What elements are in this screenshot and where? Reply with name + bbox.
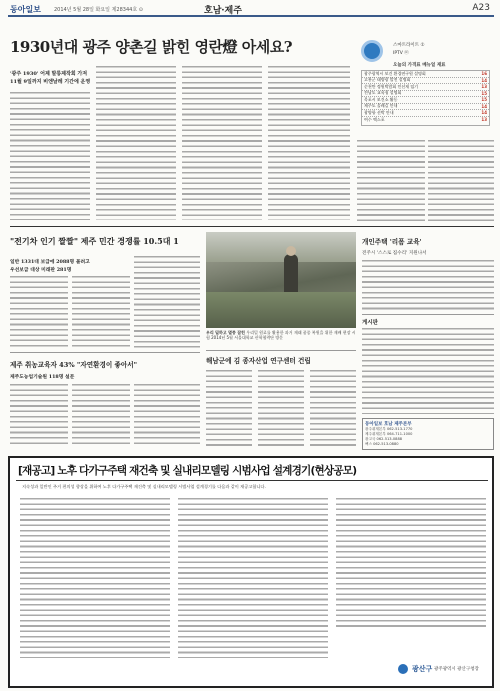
menu-row: 전남도 교육청 설명회 15 — [364, 90, 487, 96]
ad-footer: 광주광역시 광산구청장 — [434, 667, 479, 672]
photo-person — [284, 254, 298, 294]
divider — [362, 314, 494, 315]
newspaper-logo: 동아일보 — [10, 4, 41, 14]
divider — [10, 352, 200, 353]
sidebar-menu-table — [361, 70, 490, 126]
story2-deck-2: 우선보급 대상 미래판 281명 — [10, 267, 72, 273]
top-story-body-col-3 — [182, 66, 262, 220]
notice-body — [362, 328, 494, 414]
right-col-body-top-2 — [428, 140, 494, 222]
section-title: 호남·제주 — [204, 6, 242, 16]
photo-story-headline: 해남군에 김 종자산업 연구센터 건립 — [206, 357, 311, 365]
story2-body-col-3 — [134, 256, 200, 348]
issue-date: 2014년 5월 28일 화요일 제28344호 ⊙ — [54, 7, 143, 13]
photo-hills — [206, 232, 356, 262]
column-body — [362, 260, 494, 310]
column-headline: 개인주택 '리폼 교육' — [362, 238, 422, 246]
sidebar-logo-icon — [361, 40, 383, 62]
top-story-deck-2: 11월 9일까지 비엔날레 기간에 운영 — [10, 79, 91, 85]
ad-body-col-3 — [336, 498, 486, 628]
contact-box — [362, 418, 494, 450]
public-notice-ad — [8, 456, 494, 688]
sidebar-menu-title: 오늘의 가격표 메뉴얼 재료 — [393, 63, 446, 68]
divider — [206, 350, 356, 351]
page-number: A23 — [472, 3, 490, 13]
ad-body-col-2 — [178, 498, 328, 658]
photo-person-head — [286, 246, 296, 256]
top-story-deck-1: '광주 1930' 어제 말롱제작회 가져 — [10, 71, 88, 77]
menu-row: 광양항 선박 안내 14 — [364, 109, 487, 116]
top-story-body-col-1 — [10, 92, 90, 220]
menu-row: 광주광역시 보건 환경연구원 설명회 16 — [364, 70, 487, 77]
ad-headline: [재공고] 노후 다가구주택 재건축 및 실내리모델링 시범사업 설계경기(현상공모) — [18, 465, 357, 477]
photo-caption-text: 우리밀 원료를 활용한 과거 재래 품종 복원을 위한 재배 현장 시험 2014년 5월 서울대학교 산학협력단 방문 — [206, 330, 356, 341]
masthead — [8, 3, 494, 17]
right-col-body-top — [357, 140, 425, 222]
photo-story-body-col-1 — [206, 370, 252, 446]
story3-body-col-2 — [72, 384, 130, 446]
contact-row: 광고국 062-513-0888 — [365, 437, 403, 441]
top-story-body-col-2 — [96, 66, 176, 220]
ad-body-col-1 — [20, 498, 170, 658]
story3-body-col-3 — [134, 384, 200, 446]
story2-body-col-2 — [72, 276, 130, 348]
photo-caption-title: 우리 밀하고 멸종 잡힌 — [206, 330, 245, 335]
column-deck: 전주시 '스스로 집수리' 지원나서 — [362, 251, 427, 256]
photo-grass — [206, 292, 356, 328]
top-story-headline: 1930년대 광주 양촌길 밝힌 영란燈 아세요? — [10, 38, 293, 56]
news-photo — [206, 232, 356, 328]
menu-row: 고흥군 태양광 발전 설명회 14 — [364, 77, 487, 83]
notice-title: 게시판 — [362, 320, 378, 326]
sidebar-menu — [357, 30, 494, 138]
menu-row: 목포시 보건소 활동 15 — [364, 96, 487, 103]
ad-divider — [16, 480, 488, 481]
story2-headline: "전기차 인기 짤짤" 제주 민간 경쟁률 10.5대 1 — [10, 236, 179, 246]
sidebar-label-2: IPTV ⓦ — [393, 51, 409, 56]
contact-row: 제주취재본부 064-711-1000 — [365, 432, 413, 436]
ad-logo-icon — [398, 664, 408, 674]
ad-intro: 지속성과 일반인 주거 편의성 향상을 위하여 노후 다가구주택 재건축 및 실내리모델링 시범사업 설계경기를 다음과 같이 재공고합니다. — [22, 484, 266, 489]
menu-row: 순천만 정원박람회 인선재 임기 13 — [364, 83, 487, 90]
contact-row: 팩스 062-513-0880 — [365, 442, 399, 446]
menu-row: 제주도 올레길 안내 14 — [364, 103, 487, 109]
contact-title: 동아일보 호남 제주본부 — [365, 422, 412, 427]
photo-story-body-col-2 — [258, 370, 304, 446]
story3-body-col-1 — [10, 384, 68, 446]
ad-logo-text: 광산구 — [412, 665, 433, 673]
story3-headline: 제주 취농교육자 43% "자연환경이 좋아서" — [10, 361, 138, 369]
story2-deck-1: 일반 1331대 보급에 2088명 몰려고 — [10, 259, 90, 265]
menu-row: 여수 엑스포 13 — [364, 116, 487, 123]
sidebar-label-1: 스마트라이트 ① — [393, 43, 425, 48]
photo-caption — [206, 330, 356, 348]
story2-body-col-1 — [10, 276, 68, 348]
contact-row: 광주취재본부 062-513-1770 — [365, 427, 413, 431]
top-story-body-col-4 — [268, 66, 350, 220]
photo-story-body-col-3 — [310, 370, 356, 446]
divider — [10, 226, 494, 227]
story3-deck: 제주도농업기술원 118명 설문 — [10, 374, 75, 380]
